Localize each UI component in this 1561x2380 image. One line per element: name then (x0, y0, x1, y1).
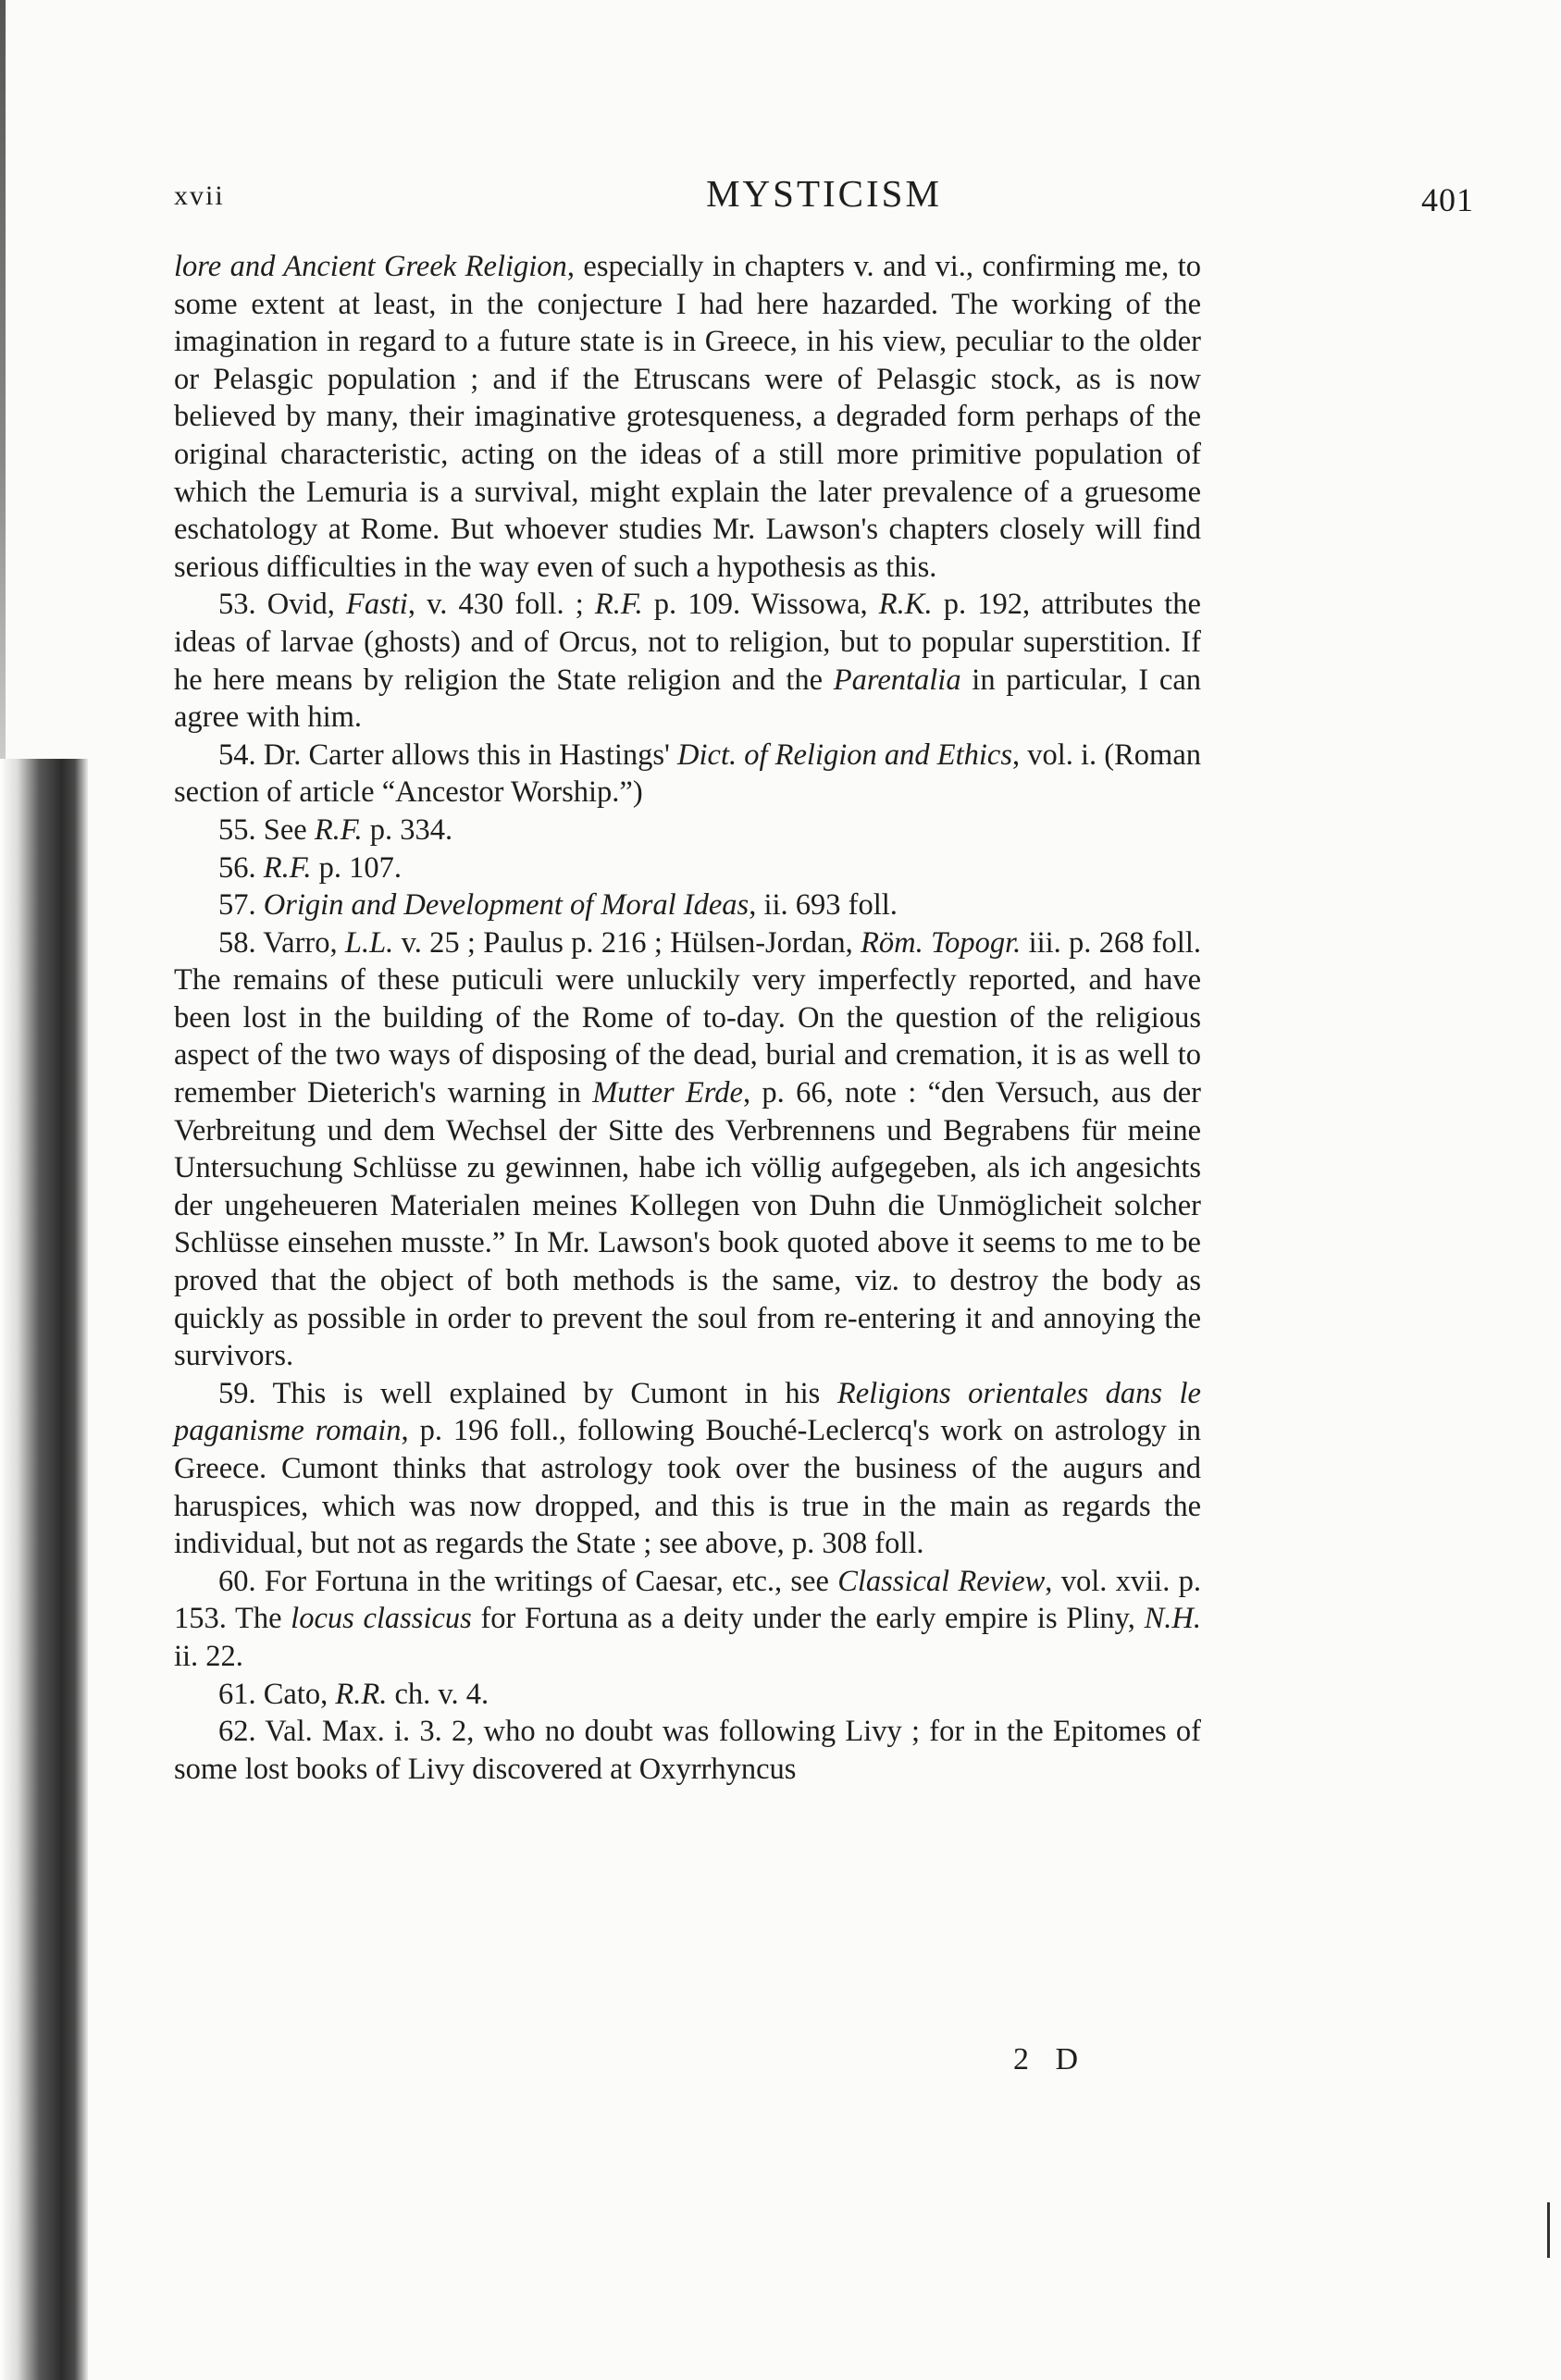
text-run: 61. Cato, (218, 1677, 336, 1711)
text-run: iii. p. 268 foll. The remains of these puticuli were unluckily very imperfectly reported, and have been lost in the building of the Rome of to-day. On the question of the religious aspect of the two ways of disposing of the dead, burial and cremation, it is as well to remember Dieterich's warning in (174, 925, 1201, 1110)
page-edge-shadow (0, 0, 6, 759)
text-run: 57. (218, 888, 264, 923)
text-run: 53. Ovid, (218, 588, 347, 622)
italic-run: R.K. (878, 588, 933, 622)
text-run: , ii. 693 foll. (749, 888, 898, 923)
footnote (174, 812, 1201, 849)
text-run: ii. 22. (174, 1639, 243, 1673)
signature-mark: 2 D (1013, 2042, 1088, 2076)
footnote (174, 1713, 1201, 1788)
italic-run: N.H. (1144, 1602, 1201, 1636)
text-run: p. 334. (362, 812, 453, 847)
footnote (174, 1676, 1201, 1714)
text-run: 54. Dr. Carter allows this in Hastings' (218, 738, 678, 772)
page-number: 401 (1421, 181, 1474, 218)
footnote (174, 1375, 1201, 1563)
page-edge-mark (1547, 2202, 1550, 2258)
running-title: MYSTICISM (706, 172, 942, 215)
italic-run: L.L. (344, 925, 394, 960)
italic-run: R.R. (335, 1677, 388, 1711)
text-run: , p. 196 foll., following Bouché-Leclercq's work on astrology in Greece. Cumont thinks that astrology took over the business of the augurs and haruspices, which was now dropped, and this is true in the main as regards the individual, but not as regards the State ; see above, p. 308 foll. (174, 1414, 1201, 1561)
chapter-number: xvii (174, 180, 225, 211)
italic-run: Parentalia (833, 663, 961, 697)
italic-run: R.F. (594, 588, 643, 622)
italic-run: Röm. Topogr. (861, 925, 1022, 960)
footnote (174, 849, 1201, 887)
italic-run: Classical Review (837, 1564, 1046, 1598)
text-run: p. 107. (311, 850, 403, 885)
text-run: 56. (218, 850, 264, 885)
text-run: , vol. xvii. p. 153. The (174, 1564, 1201, 1636)
text-run: 58. Varro, (218, 925, 345, 960)
italic-run: Religions orientales dans le paganisme romain (174, 1376, 1201, 1448)
italic-run: Origin and Development of Moral Ideas (263, 888, 750, 923)
footnote (174, 737, 1201, 812)
text-run: ch. v. 4. (387, 1677, 489, 1711)
footnote (174, 886, 1201, 924)
italic-run: lore and Ancient Greek Religion (174, 250, 567, 283)
text-run: v. 25 ; Paulus p. 216 ; Hülsen-Jordan, (393, 925, 861, 960)
text-run: 60. For Fortuna in the writings of Caesar, etc., see (218, 1564, 838, 1598)
text-run: p. 192, attributes the ideas of larvae (ghosts) and of Orcus, not to religion, but to popular superstition. If he here means by religion the State religion and the (174, 588, 1201, 697)
footnote (174, 586, 1201, 736)
text-run: for Fortuna as a deity under the early empire is Pliny, (471, 1602, 1145, 1636)
text-run: in particular, I can agree with him. (174, 663, 1201, 735)
text-run: , p. 66, note : “den Versuch, aus der Verbreitung und dem Wechsel der Sitte des Verbrennens und Begrabens für meine Untersuchung Schlüsse zu gewinnen, habe ich völlig aufgegeben, als ich angesichts der ungeheueren Materialen meines Kollegen von Duhn die Unmöglicheit solcher Schlüsse einsehen musste.” In Mr. Lawson's book quoted above it seems to me to be proved that the object of both methods is the same, viz. to destroy the body as quickly as possible in order to prevent the soul from re-entering it and annoying the survivors. (174, 1076, 1201, 1373)
italic-run: locus classicus (291, 1602, 472, 1636)
note-continuation (174, 248, 1201, 586)
running-header (174, 171, 1474, 217)
notes-body (174, 248, 1201, 1788)
text-run: , v. 430 foll. ; (407, 588, 595, 622)
italic-run: R.F. (314, 812, 363, 847)
italic-run: R.F. (263, 850, 312, 885)
italic-run: Dict. of Religion and Ethics (677, 738, 1012, 772)
footnote (174, 1563, 1201, 1676)
italic-run: Mutter Erde (592, 1076, 743, 1110)
text-run: 62. Val. Max. i. 3. 2, who no doubt was following Livy ; for in the Epitomes of some lost books of Livy discovered at Oxyrrhyncus (174, 1715, 1201, 1786)
text-run: 55. See (218, 812, 315, 847)
text-run: 59. This is well explained by Cumont in his (218, 1376, 837, 1410)
text-run: p. 109. Wissowa, (642, 588, 879, 622)
italic-run: Fasti (346, 588, 408, 622)
footnote (174, 924, 1201, 1375)
text-run: , especially in chapters v. and vi., confirming me, to some extent at least, in the conjecture I had here hazarded. The working of the imagination in regard to a future state is in Greece, in his view, peculiar to the older or Pelasgic population ; and if the Etruscans were of Pelasgic stock, as is now believed by many, their imaginative grotesqueness, a degraded form perhaps of the original characteristic, acting on the ideas of a still more primitive population of which the Lemuria is a survival, might explain the later prevalence of a gruesome eschatology at Rome. But whoever studies Mr. Lawson's chapters closely will find serious difficulties in the way even of such a hypothesis as this. (174, 250, 1202, 584)
text-run: , vol. i. (Roman section of article “Ancestor Worship.”) (174, 738, 1202, 810)
book-spine-shadow (0, 759, 88, 2380)
